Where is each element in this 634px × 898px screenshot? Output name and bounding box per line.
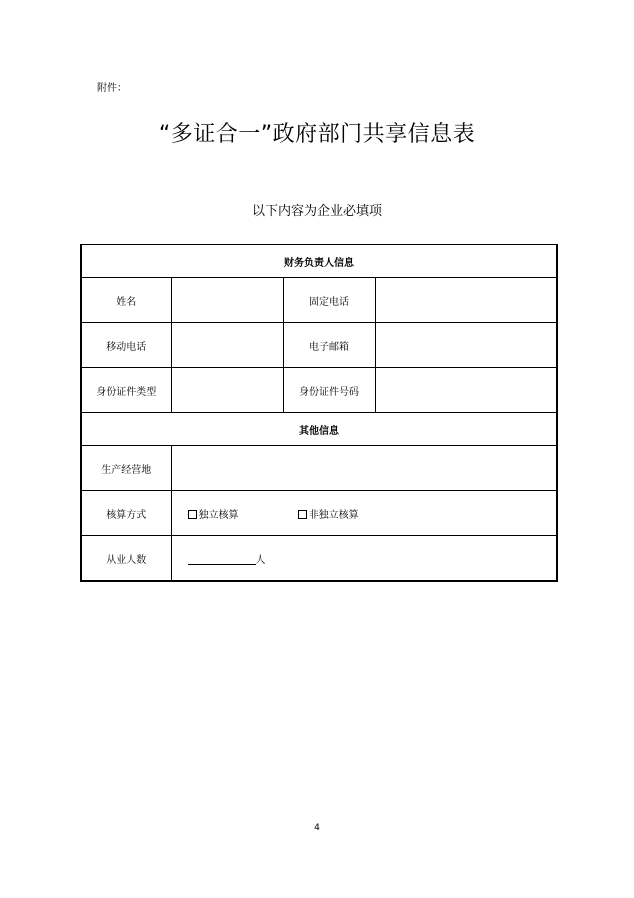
other-section-heading: 其他信息 — [81, 413, 557, 446]
other-section-header-row — [81, 413, 557, 446]
independent-option-label: 独立核算 — [198, 509, 239, 521]
independent-checkbox[interactable] — [188, 510, 197, 519]
accounting-options — [171, 491, 557, 536]
id-type-field[interactable] — [171, 368, 283, 413]
table-row — [81, 368, 557, 413]
non-independent-option-label: 非独立核算 — [308, 509, 359, 521]
page-title: “多证合一”政府部门共享信息表 — [158, 122, 476, 147]
employees-label: 从业人数 — [81, 536, 171, 582]
non-independent-accounting-option[interactable] — [298, 506, 359, 521]
table-row — [81, 278, 557, 323]
email-label: 电子邮箱 — [283, 323, 375, 368]
name-label: 姓名 — [81, 278, 171, 323]
finance-section-heading: 财务负责人信息 — [81, 245, 557, 278]
table-row — [81, 446, 557, 491]
mobile-field[interactable] — [171, 323, 283, 368]
location-label: 生产经营地 — [81, 446, 171, 491]
page-subtitle: 以下内容为企业必填项 — [251, 204, 382, 219]
finance-section-header-row — [81, 245, 557, 278]
name-field[interactable] — [171, 278, 283, 323]
table-row — [81, 491, 557, 536]
id-number-label: 身份证件号码 — [283, 368, 375, 413]
employees-count-field[interactable] — [188, 554, 256, 565]
non-independent-checkbox[interactable] — [298, 510, 307, 519]
id-number-field[interactable] — [375, 368, 557, 413]
id-type-label: 身份证件类型 — [81, 368, 171, 413]
page-number: 4 — [314, 823, 320, 833]
table-row — [81, 536, 557, 582]
mobile-label: 移动电话 — [81, 323, 171, 368]
fixed-phone-label: 固定电话 — [283, 278, 375, 323]
accounting-label: 核算方式 — [81, 491, 171, 536]
independent-accounting-option[interactable] — [188, 506, 239, 521]
employees-unit: 人 — [255, 554, 266, 566]
fixed-phone-field[interactable] — [375, 278, 557, 323]
employees-cell — [171, 536, 557, 582]
info-form-table — [80, 244, 558, 582]
attachment-label: 附件： — [97, 83, 127, 94]
table-row — [81, 323, 557, 368]
location-field[interactable] — [171, 446, 557, 491]
email-field[interactable] — [375, 323, 557, 368]
